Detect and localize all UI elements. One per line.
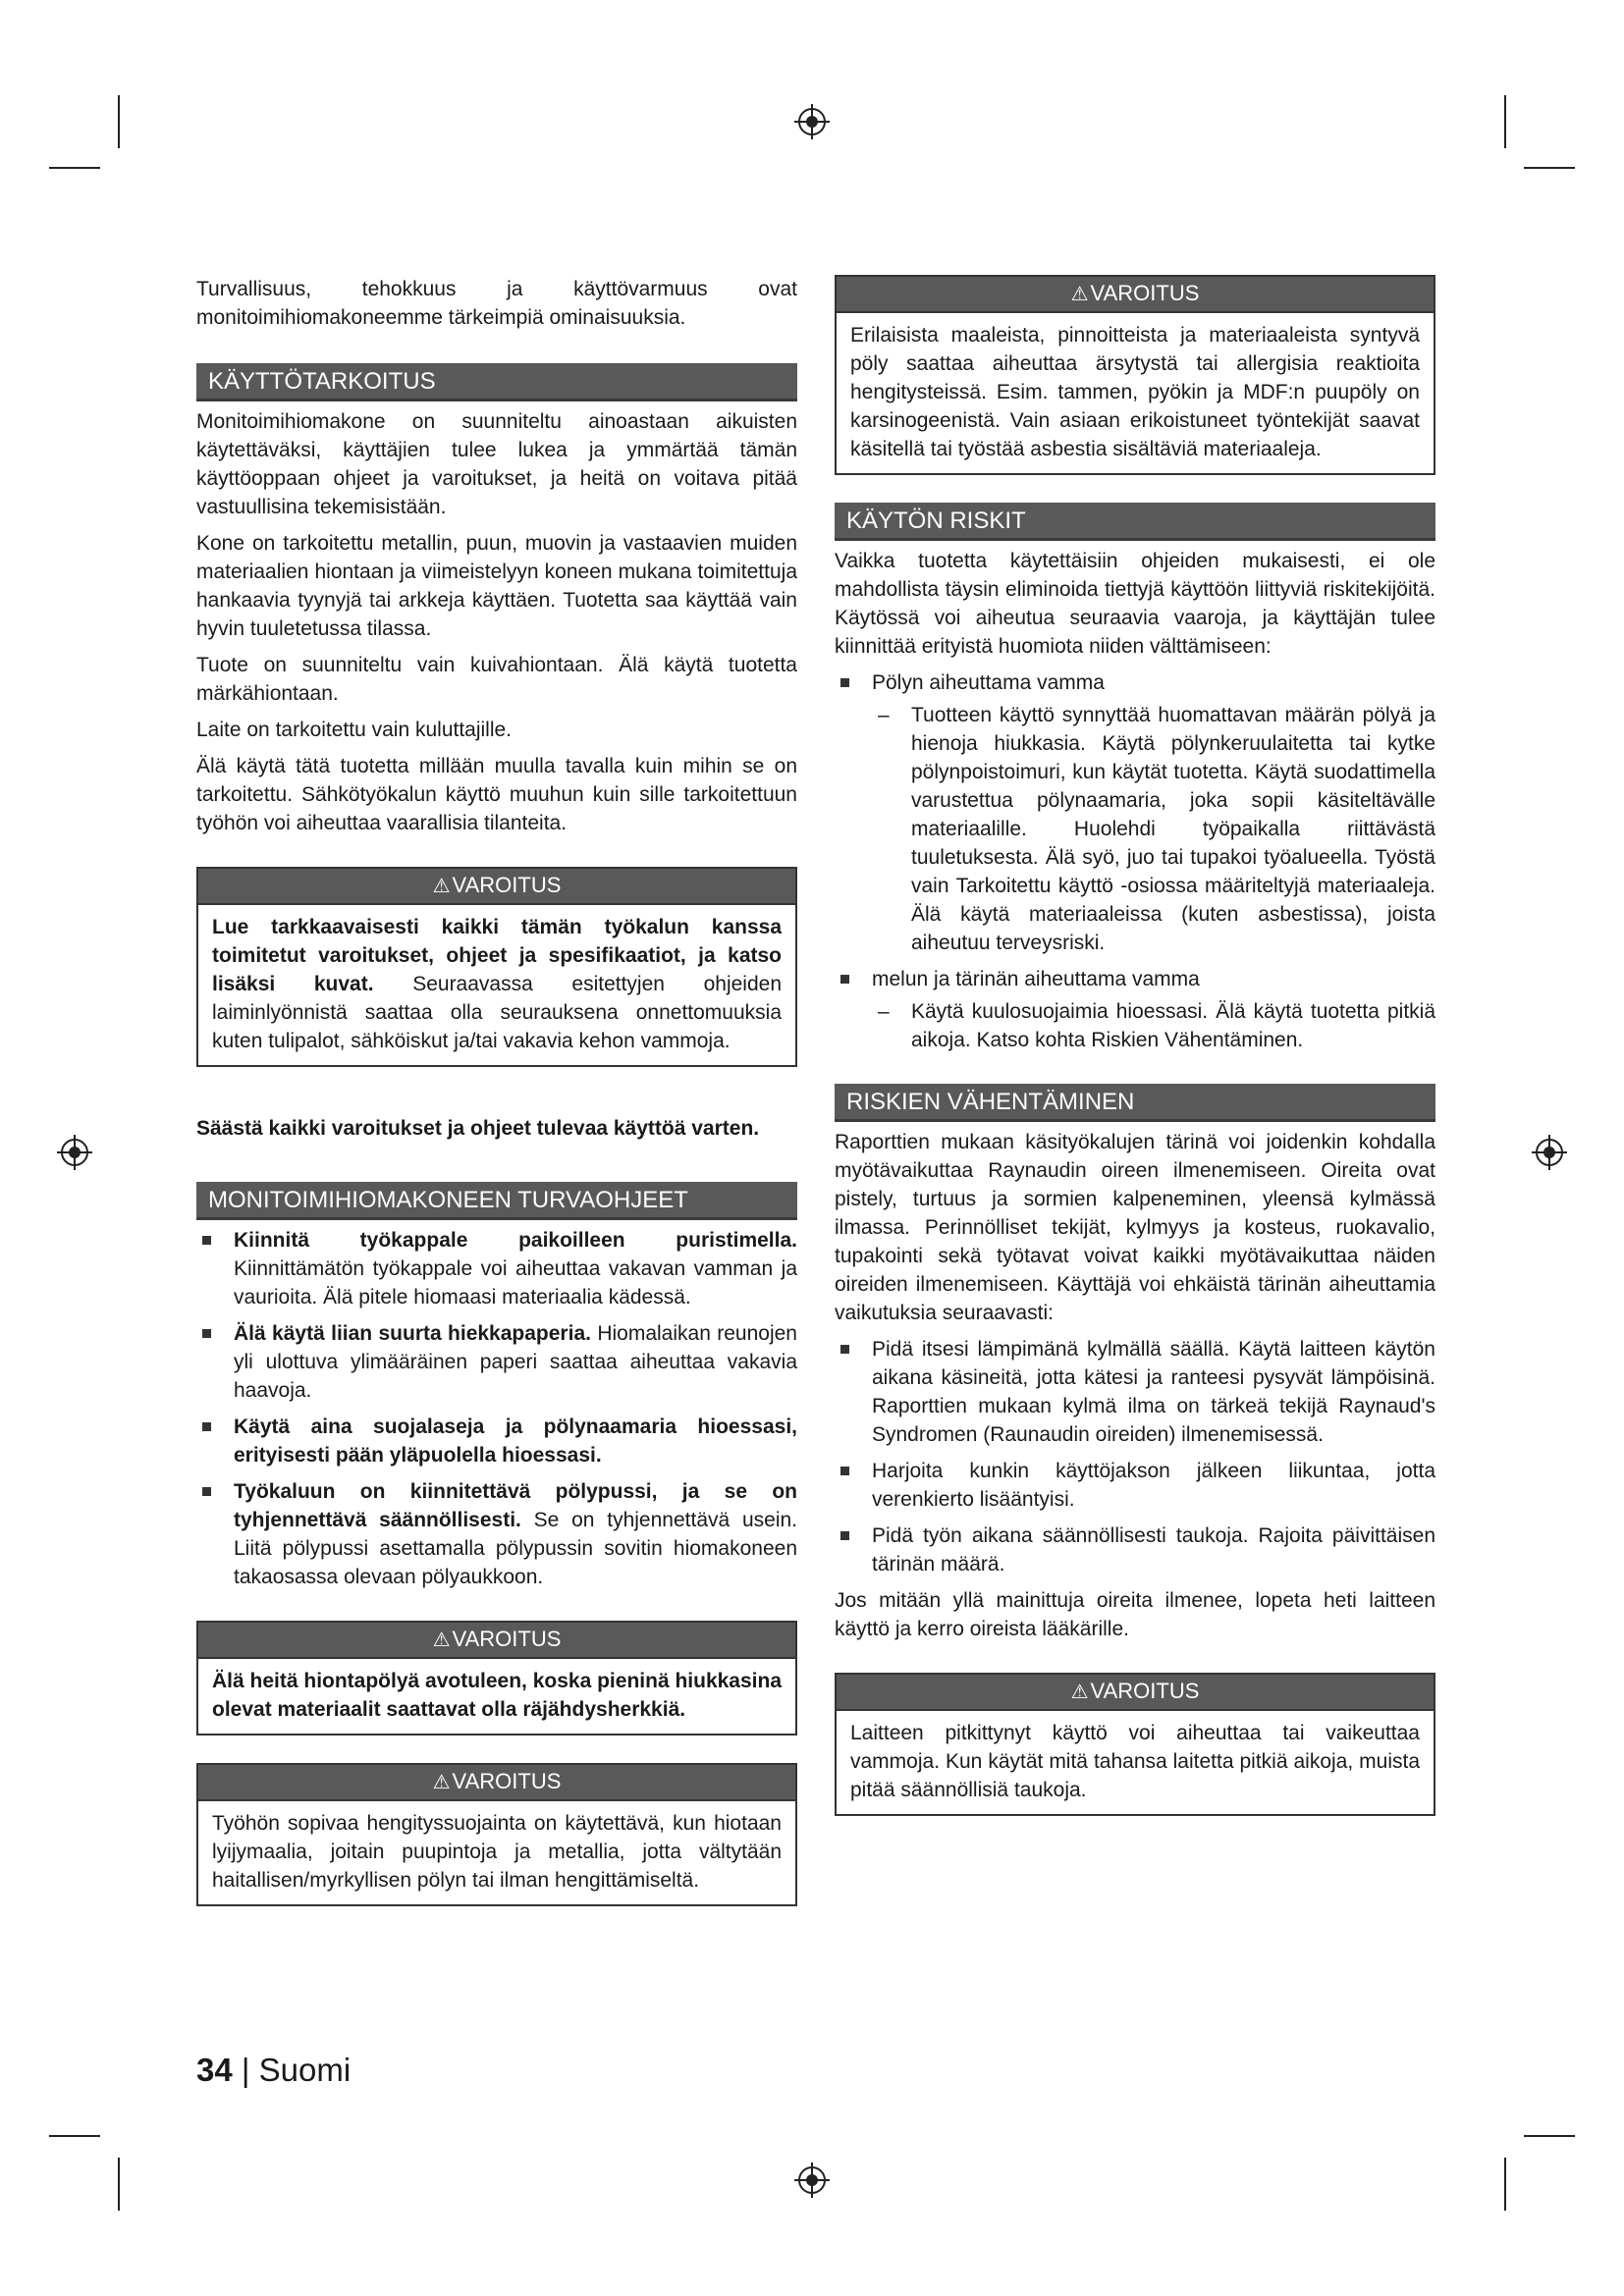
warning-triangle-icon: ⚠ bbox=[1070, 284, 1089, 305]
right-column bbox=[835, 275, 1435, 1843]
list-item bbox=[835, 668, 1435, 957]
warning-title: VAROITUS bbox=[452, 1769, 562, 1793]
paragraph: Laite on tarkoitettu vain kuluttajille. bbox=[196, 719, 513, 741]
warning-triangle-icon: ⚠ bbox=[432, 876, 451, 897]
paragraph: Jos mitään yllä mainittuja oireita ilmenee, lopeta heti laitteen käyttö ja kerro oireista lääkärille. bbox=[835, 1589, 1435, 1640]
warning-text: Seuraavassa esitettyjen ohjeiden laiminlyönnistä saattaa olla seurauksena onnettomuuksia kuten tulipalot, sähköiskut ja/tai vakavia kehon vammoja. bbox=[212, 973, 783, 1052]
warning-title: VAROITUS bbox=[1090, 281, 1200, 305]
left-column bbox=[196, 275, 797, 1934]
warning-bold-text: Lue tarkkaavaisesti kaikki tämän työkalun kanssa toimitetut varoitukset, ohjeet ja spesifikaatiot, ja katso lisäksi kuvat. bbox=[212, 916, 782, 995]
paragraph: Älä käytä tätä tuotetta millään muulla tavalla kuin mihin se on tarkoitettu. Sähkötyökalun käyttö muuhun kuin sille tarkoitettuun työhön voi aiheuttaa vaarallisia tilanteita. bbox=[196, 755, 797, 834]
risk-list bbox=[835, 668, 1435, 1054]
warning-triangle-icon: ⚠ bbox=[432, 1629, 451, 1651]
warning-text: Työhön sopivaa hengityssuojainta on käytettävä, kun hiotaan lyijymaalia, joitain puupintoja ja metallia, jotta vältytään haitallisen/myrkyllisen pölyn tai ilman hengittämiseltä. bbox=[212, 1812, 782, 1892]
crop-mark bbox=[1504, 95, 1506, 148]
section-heading-usage-risks: KÄYTÖN RISKIT bbox=[835, 503, 1435, 541]
warning-header bbox=[198, 1623, 795, 1659]
list-item bbox=[196, 1477, 797, 1591]
list-item-bold: Käytä aina suojalaseja ja pölynaamaria hioessasi, erityisesti pään yläpuolella hioessasi. bbox=[234, 1415, 797, 1467]
page-number: 34 bbox=[196, 2052, 233, 2088]
sub-list-item: – Tuotteen käyttö synnyttää huomattavan määrän pölyä ja hienoja hiukkasia. Käytä pölynkeruulaitetta tai kytke pölynpoistoimuri, kun käytät tuotetta. Käytä suodattimella varustettua pölynaamaria, joka sopii käsiteltävälle materiaalille. Huolehdi työpaikalla riittävästä tuuletuksesta. Älä syö, juo tai tupakoi työalueella. Työstä vain Tarkoitettu käyttö -osiossa määriteltyjä materiaaleja. Älä käytä materiaaleissa (kuten asbestissa), joista aiheutuu terveysriski. bbox=[872, 701, 1435, 957]
list-item bbox=[196, 1413, 797, 1469]
paragraph: Raporttien mukaan käsityökalujen tärinä voi joidenkin kohdalla myötävaikuttaa Raynaudin oireen ilmenemiseen. Oireita ovat pistely, turtuus ja sormien kalpeneminen, yleensä kylmässä ilmassa. Perinnölliset tekijät, kylmyys ja kosteus, ruokavalio, tupakointi sekä työtavat voivat kaikki myötävaikuttaa näiden oireiden ilmenemiseen. Käyttäjä voi ehkäistä tärinän aiheuttamia vaikutuksia seuraavasti: bbox=[835, 1131, 1435, 1324]
list-item bbox=[196, 1319, 797, 1405]
registration-mark-icon bbox=[792, 102, 832, 141]
footer-separator: | bbox=[232, 2052, 259, 2088]
warning-triangle-icon: ⚠ bbox=[1070, 1682, 1089, 1703]
crop-mark bbox=[1524, 167, 1575, 169]
list-item-label: Pölyn aiheuttama vamma bbox=[872, 671, 1105, 694]
safety-list bbox=[196, 1226, 797, 1591]
list-item-text: Kiinnittämätön työkappale voi aiheuttaa vakavan vamman ja vaurioita. Älä pitele hiomaasi materiaalia kädessä. bbox=[234, 1257, 797, 1308]
crop-mark bbox=[49, 167, 100, 169]
list-item-label: melun ja tärinän aiheuttama vamma bbox=[872, 968, 1200, 990]
warning-header bbox=[837, 1675, 1434, 1711]
page-footer bbox=[196, 2052, 352, 2088]
warning-header bbox=[198, 1765, 795, 1801]
paragraph: Tuote on suunniteltu vain kuivahiontaan. Älä käytä tuotetta märkähiontaan. bbox=[196, 654, 797, 705]
warning-box bbox=[196, 867, 797, 1067]
list-item bbox=[835, 965, 1435, 1054]
crop-mark bbox=[1524, 2135, 1575, 2137]
crop-mark bbox=[118, 95, 120, 148]
registration-mark-icon bbox=[792, 2161, 832, 2200]
section-heading-intended-use: KÄYTTÖTARKOITUS bbox=[196, 363, 797, 401]
warning-box bbox=[196, 1621, 797, 1735]
section-heading-safety-instructions: MONITOIMIHIOMAKONEEN TURVAOHJEET bbox=[196, 1182, 797, 1220]
list-item: Harjoita kunkin käyttöjakson jälkeen liikuntaa, jotta verenkierto lisääntyisi. bbox=[835, 1457, 1435, 1514]
paragraph: Kone on tarkoitettu metallin, puun, muovin ja vastaavien muiden materiaalien hiontaan ja viimeistelyyn koneen mukana toimitettuja hankaavia tyynyjä tai arkkeja käyttäen. Tuotetta saa käyttää vain hyvin tuuletetussa tilassa. bbox=[196, 532, 797, 640]
warning-text: Erilaisista maaleista, pinnoitteista ja materiaaleista syntyvä pöly saattaa aiheuttaa ärsytystä tai allergisia reaktioita hengitysteissä. Esim. tammen, pyökin ja MDF:n puupöly on karsinogeenistä. Vain asiaan erikoistuneet työntekijät saavat käsitellä tai työstää asbestia sisältäviä materiaaleja. bbox=[850, 324, 1420, 460]
footer-language: Suomi bbox=[258, 2052, 352, 2088]
list-item-text: Se on tyhjennettävä usein. Liitä pölypussi asettamalla pölypussin sovitin hiomakoneen takaosassa olevaan pölyaukkoon. bbox=[234, 1509, 797, 1588]
warning-text: Laitteen pitkittynyt käyttö voi aiheuttaa tai vaikeuttaa vammoja. Kun käytät mitä tahansa laitetta pitkiä aikoja, muista pitää säännöllisiä taukoja. bbox=[850, 1722, 1420, 1801]
list-item bbox=[196, 1226, 797, 1311]
list-item: Pidä työn aikana säännöllisesti taukoja. Rajoita päivittäisen tärinän määrä. bbox=[835, 1522, 1435, 1578]
save-instructions-note: Säästä kaikki varoitukset ja ohjeet tulevaa käyttöä varten. bbox=[196, 1117, 760, 1140]
warning-box bbox=[835, 1673, 1435, 1816]
crop-mark bbox=[1504, 2158, 1506, 2211]
list-item-bold: Kiinnitä työkappale paikoilleen puristimella. bbox=[234, 1229, 797, 1252]
sub-list-item: – Käytä kuulosuojaimia hioessasi. Älä käytä tuotetta pitkiä aikoja. Katso kohta Riskien Vähentäminen. bbox=[872, 997, 1435, 1054]
list-item-text: Hiomalaikan reunojen yli ulottuva ylimääräinen paperi saattaa aiheuttaa vakavia haavoja. bbox=[234, 1322, 797, 1402]
warning-title: VAROITUS bbox=[1090, 1679, 1200, 1703]
list-item: Pidä itsesi lämpimänä kylmällä säällä. Käytä laitteen käytön aikana käsineitä, jotta kätesi ja ranteesi pysyvät lämpöisinä. Raporttien mukaan kylmä ilma on tärkeä tekijä Raynaud's Syndromen (Raunaudin oireiden) ilmenemisessä. bbox=[835, 1335, 1435, 1449]
warning-bold-text: Älä heitä hiontapölyä avotuleen, koska pieninä hiukkasina olevat materiaalit saattavat olla räjähdysherkkiä. bbox=[212, 1670, 783, 1721]
warning-title: VAROITUS bbox=[452, 873, 562, 897]
registration-mark-icon bbox=[1530, 1133, 1569, 1172]
registration-mark-icon bbox=[55, 1133, 94, 1172]
crop-mark bbox=[118, 2158, 120, 2211]
warning-title: VAROITUS bbox=[452, 1627, 562, 1651]
list-item-bold: Älä käytä liian suurta hiekkapaperia. bbox=[234, 1322, 591, 1345]
warning-header bbox=[837, 277, 1434, 313]
warning-box bbox=[835, 275, 1435, 475]
list-item-bold: Työkaluun on kiinnitettävä pölypussi, ja se on tyhjennettävä säännöllisesti. bbox=[234, 1480, 797, 1531]
crop-mark bbox=[49, 2135, 100, 2137]
section-heading-risk-reduction: RISKIEN VÄHENTÄMINEN bbox=[835, 1084, 1435, 1122]
risk-reduction-list bbox=[835, 1335, 1435, 1578]
paragraph: Monitoimihiomakone on suunniteltu ainoastaan aikuisten käytettäväksi, käyttäjien tulee lukea ja ymmärtää tämän käyttöoppaan ohjeet ja varoitukset, ja heitä on voitava pitää vastuullisina tekemisistään. bbox=[196, 410, 797, 518]
warning-header bbox=[198, 869, 795, 905]
warning-triangle-icon: ⚠ bbox=[432, 1772, 451, 1793]
intro-paragraph: Turvallisuus, tehokkuus ja käyttövarmuus ovat monitoimihiomakoneemme tärkeimpiä ominaisuuksia. bbox=[196, 278, 797, 329]
paragraph: Vaikka tuotetta käytettäisiin ohjeiden mukaisesti, ei ole mahdollista täysin eliminoida tiettyjä käyttöön liittyviä riskitekijöitä. Käytössä voi aiheutua seuraavia vaaroja, ja käyttäjän tulee kiinnittää erityistä huomiota niiden välttämiseen: bbox=[835, 550, 1435, 658]
warning-box bbox=[196, 1763, 797, 1906]
